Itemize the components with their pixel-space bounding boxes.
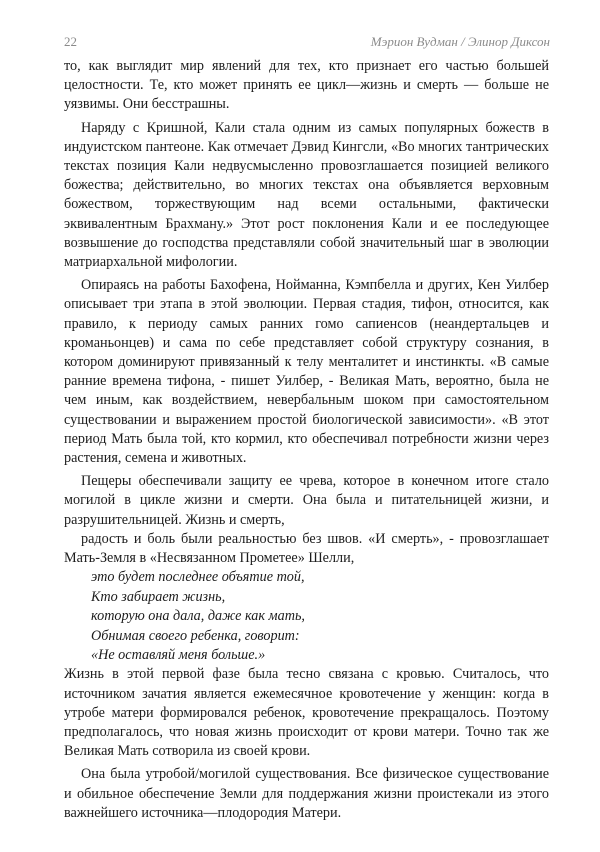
page-number: 22: [64, 34, 77, 49]
paragraph: Она была утробой/могилой существования. Все физическое существование и обильное обеспечение Земли для поддержания жизни проистекали из этого важнейшего источника—плодородия Матери.: [64, 766, 549, 821]
paragraph: то, как выглядит мир явлений для тех, кто признает его частью большей целостности. Те, кто может принять ее цикл—жизнь и смерть — больше не уязвимы. Они бесстрашны.: [64, 58, 549, 113]
verse-line: которую она дала, даже как мать,: [91, 608, 305, 625]
paragraph: Жизнь в этой первой фазе была тесно связана с кровью. Считалось, что источником зачатия является ежемесячное кровотечение у женщин: когда в утробе матери формировался ребенок, кровотечение прекращалось. Поэтому предполагалось, что новая жизнь происходит от крови матери. Точно так же Великая Мать сотворила из своей крови.: [64, 666, 549, 760]
verse-quote: [91, 568, 549, 665]
page-header: [64, 34, 550, 54]
verse-line: Кто забирает жизнь,: [91, 588, 226, 605]
running-title: Мэрион Вудман / Элинор Диксон: [370, 34, 550, 49]
paragraph: радость и боль были реальностью без швов. «И смерть», - провозглашает Мать-Земля в «Несвязанном Прометее» Шелли,: [64, 530, 549, 567]
verse-line: это будет последнее объятие той,: [91, 569, 305, 586]
paragraph: Опираясь на работы Бахофена, Нойманна, Кэмпбелла и других, Кен Уилбер описывает три этапа в этой эволюции. Первая стадия, тифон, относится, как правило, к периоду самых ранних гомо сапиенсов (неандертальцев и кроманьонцев) и сама по себе представляет собой структуру сознания, в котором доминируют привязанный к телу менталитет и инстинкты. «В самые ранние времена тифона, - пишет Уилбер, - Великая Мать, вероятно, была не чем иным, как воздействием, невербальным шоком при самостоятельном существовании и выражением простой биологической зависимости». «В этот период Мать была той, кто кормил, кто обеспечивал потребности жизни через растения, семена и животных.: [64, 277, 549, 467]
paragraph: Пещеры обеспечивали защиту ее чрева, которое в конечном итоге стало могилой в цикле жизни и смерти. Она была и питательницей жизни, и разрушительницей. Жизнь и смерть,: [64, 473, 549, 528]
verse-line: «Не оставляй меня больше.»: [91, 646, 266, 663]
verse-line: Обнимая своего ребенка, говорит:: [91, 627, 300, 644]
paragraph: Наряду с Кришной, Кали стала одним из самых популярных божеств в индуистском пантеоне. Как отмечает Дэвид Кингсли, «Во многих тантрических текстах позиция Кали недвусмысленно провозглашается позицией великого божества; действительно, во многих текстах она объявляется верховным божеством, торжествующим над всеми остальными, фактически эквивалентным Брахману.» Этот рост поклонения Кали и ее последующее возвышение до господства представляли собой значительный шаг в эволюции матриархальной мифологии.: [64, 119, 549, 271]
body-text: [64, 57, 549, 823]
